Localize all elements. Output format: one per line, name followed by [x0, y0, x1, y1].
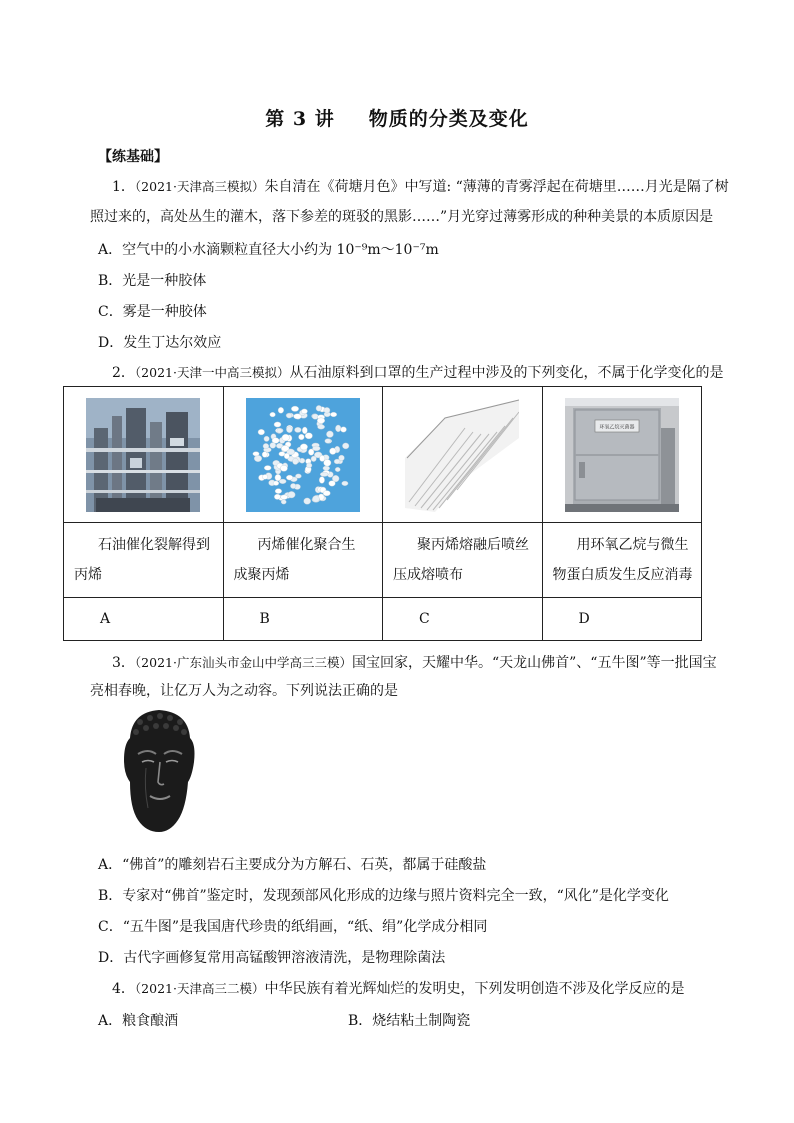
pellet [281, 499, 286, 503]
q2-stem: 2．（2021·天津一中高三模拟）从石油原料到口罩的生产过程中涉及的下列变化，不属于化学变化的是 [112, 365, 724, 381]
q1-option-d: D．发生丁达尔效应 [98, 335, 222, 351]
q2-image-cell-a [64, 387, 224, 523]
q3-option-b: B．专家对“佛首”鉴定时，发现颈部风化形成的边缘与照片资料完全一致，“风化”是化学变化 [98, 888, 669, 904]
pellet [325, 438, 331, 443]
q1-option-c: C．雾是一种胶体 [98, 304, 207, 320]
q3-stem-line2: 亮相春晚，让亿万人为之动容。下列说法正确的是 [90, 683, 398, 699]
pellets-image [246, 398, 360, 512]
sterilizer-sign-text: 环氧乙烷灭菌器 [599, 424, 635, 430]
q4-stem: 4．（2021·天津高三二模）中华民族有着光辉灿烂的发明史，下列发明创造不涉及化学反应的是 [112, 981, 685, 997]
lecture-number: 第 3 讲 [265, 108, 335, 130]
pellet [298, 434, 304, 440]
pellet [282, 434, 290, 441]
pellet [317, 417, 325, 423]
pellet [286, 426, 292, 432]
q1-stem-line2: 照过来的，高处丛生的灌木，落下参差的斑驳的黑影……”月光穿过薄雾形成的种种美景的本质原因是 [90, 209, 714, 225]
q3-option-a: A．“佛首”的雕刻岩石主要成分为方解石、石英，都属于硅酸盐 [98, 857, 487, 873]
lecture-topic: 物质的分类及变化 [368, 108, 529, 130]
pellet [280, 465, 287, 471]
pellet [262, 474, 268, 479]
pellet [323, 490, 330, 495]
q1-option-b: B．光是一种胶体 [98, 273, 207, 289]
pellet [292, 458, 298, 464]
pellet [286, 475, 293, 480]
q2-source: （2021·天津一中高三模拟） [134, 365, 290, 380]
pellet [326, 430, 333, 437]
pellet [312, 495, 319, 502]
pellet [274, 494, 280, 499]
pellet [323, 466, 330, 470]
pellet [305, 432, 312, 438]
pellet [303, 497, 310, 503]
pellet [254, 455, 262, 461]
refinery-image [86, 398, 200, 512]
pellet [300, 443, 307, 449]
pellet [302, 427, 307, 434]
pellet [335, 467, 340, 471]
meltblown-fabric-image [405, 398, 519, 512]
pellet [280, 494, 287, 499]
q3-stem-line1: 3．（2021·广东汕头市金山中学高三三模）国宝回家，天耀中华。“天龙山佛首”、“五牛图”等一批国宝 [112, 655, 717, 671]
q2-label-d: D [542, 598, 702, 641]
pellet [319, 476, 324, 483]
q2-options-table [63, 386, 702, 641]
q2-label-b: B [223, 598, 383, 641]
q2-caption-b: 丙烯催化聚合生 成聚丙烯 [223, 523, 383, 598]
buddha-head-image [118, 708, 200, 834]
q2-label-c: C [383, 598, 543, 641]
pellet [294, 427, 301, 432]
pellet [324, 407, 330, 413]
pellet [341, 481, 347, 486]
q2-caption-a: 石油催化裂解得到 丙烯 [64, 523, 224, 598]
pellet [319, 455, 324, 461]
pellet [328, 480, 335, 486]
q4-number: 4． [112, 981, 135, 997]
q2-image-cell-b [223, 387, 383, 523]
pellet [263, 443, 269, 448]
pellet [329, 447, 336, 454]
pellet [342, 442, 349, 448]
pellet [311, 456, 316, 462]
pellet [273, 480, 279, 485]
pellet [270, 412, 276, 417]
pellet [286, 413, 292, 418]
pellet [258, 429, 265, 435]
pellet [301, 408, 307, 413]
q3-option-d: D．古代字画修复常用高锰酸钾溶液清洗，是物理除菌法 [98, 950, 446, 966]
pellet [317, 424, 324, 429]
q1-stem-line1: 1．（2021·天津高三模拟）朱自清在《荷塘月色》中写道: “薄薄的青雾浮起在荷塘里……月光是隔了树 [112, 179, 729, 195]
pellet [330, 412, 336, 417]
q4-source: （2021·天津高三二模） [134, 981, 265, 996]
pellet [316, 405, 322, 411]
q2-image-cell-c [383, 387, 543, 523]
q4-option-a: A．粮食酿酒 [98, 1013, 179, 1029]
pellet [335, 425, 341, 432]
q4-option-b: B．烧结粘土制陶瓷 [348, 1013, 471, 1029]
q1-option-a: A．空气中的小水滴颗粒直径大小约为 10⁻⁹m～10⁻⁷m [98, 242, 439, 258]
q3-source: （2021·广东汕头市金山中学高三三模） [134, 655, 352, 670]
pellet [320, 472, 328, 476]
pellet [284, 453, 289, 459]
section-heading: 【练基础】 [98, 149, 168, 165]
pellet [270, 442, 276, 448]
q2-number: 2． [112, 365, 135, 381]
pellet [275, 488, 282, 493]
pellet [264, 465, 271, 470]
q3-option-c: C．“五牛图”是我国唐代珍贵的纸绢画，“纸、绢”化学成分相同 [98, 919, 488, 935]
q2-caption-c: 聚丙烯熔融后喷丝 压成熔喷布 [383, 523, 543, 598]
pellet [323, 459, 330, 466]
pellet [274, 421, 281, 426]
pellet [275, 474, 281, 481]
pellet [295, 473, 301, 477]
q3-number: 3． [112, 655, 135, 671]
pellet [312, 446, 320, 451]
q2-label-a: A [64, 598, 224, 641]
pellet [281, 445, 289, 451]
pellet [290, 483, 296, 488]
pellet [306, 462, 312, 467]
pellet [278, 407, 284, 413]
q1-number: 1． [112, 179, 135, 195]
page-title [0, 104, 794, 131]
pellet [262, 451, 267, 457]
pellet [334, 459, 340, 464]
pellet [291, 406, 298, 411]
pellet [340, 426, 346, 431]
pellet [288, 491, 295, 498]
pellet [277, 428, 283, 433]
q2-caption-d: 用环氧乙烷与微生 物蛋白质发生反应消毒 [542, 523, 702, 598]
pellet [264, 436, 269, 441]
q2-image-cell-d [542, 387, 702, 523]
sterilizer-machine-image [565, 398, 679, 512]
q1-source: （2021·天津高三模拟） [134, 179, 265, 194]
pellet [253, 451, 259, 455]
